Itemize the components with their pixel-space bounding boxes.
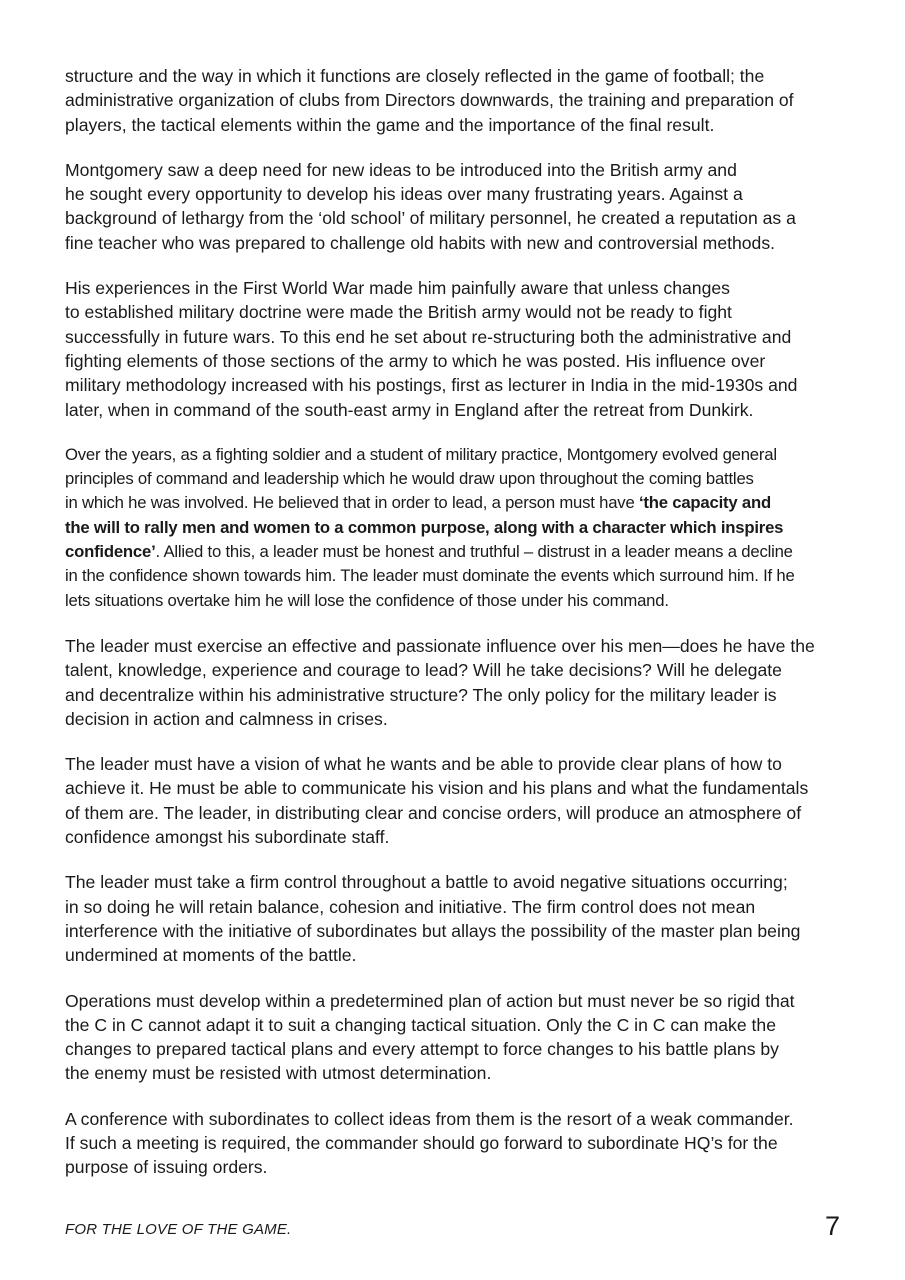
footer-title: FOR THE LOVE OF THE GAME.: [65, 1221, 292, 1238]
paragraph-new-ideas: Montgomery saw a deep need for new ideas to be introduced into the British army and he sought every opportunity to develop his ideas over many frustrating years. Against a background of lethargy from the ‘old school’ of military personnel, he created a reputation as a fine teacher who was prepared to challenge old habits with new and controversial methods.: [65, 159, 796, 253]
leadership-text-after: . Allied to this, a leader must be honest and truthful – distrust in a leader means a decline in the confidence shown towards him. The leader must dominate the events which surround him. If he lets situations overtake him he will lose the confidence of those under his command.: [65, 542, 795, 610]
paragraph-conference: A conference with subordinates to collect ideas from them is the resort of a weak commander. If such a meeting is required, the commander should go forward to subordinate HQ’s for the purpose of issuing orders.: [65, 1108, 794, 1178]
body-text: [65, 64, 855, 1201]
paragraph-influence: The leader must exercise an effective and passionate influence over his men—does he have the talent, knowledge, experience and courage to lead? Will he take decisions? Will he delegate and decentralize within his administrative structure? The only policy for the military leader is decision in action and calmness in crises.: [65, 635, 815, 729]
leadership-quote: ‘the capacity and the will to rally men and women to a common purpose, along with a character which inspires confidence’: [65, 493, 784, 562]
leadership-text-before: Over the years, as a fighting soldier and a student of military practice, Montgomery evolved general principles of command and leadership which he would draw upon throughout the coming battles in which he was involved. He believed that in order to lead, a person must have: [65, 444, 777, 513]
paragraph-first-world-war: His experiences in the First World War made him painfully aware that unless changes to established military doctrine were made the British army would not be ready to fight successfully in future wars. To this end he set about re-structuring both the administrative and fighting elements of those sections of the army to which he was posted. His influence over military methodology increased with his postings, first as lecturer in India in the mid-1930s and later, when in command of the south-east army in England after the retreat from Dunkirk.: [65, 278, 798, 420]
paragraph-intro: structure and the way in which it functions are closely reflected in the game of football; the administrative organization of clubs from Directors downwards, the training and preparation of players, the tactical elements within the game and the importance of the final result.: [65, 66, 794, 135]
paragraph-operations: Operations must develop within a predetermined plan of action but must never be so rigid that the C in C cannot adapt it to suit a changing tactical situation. Only the C in C can make the changes to prepared tactical plans and every attempt to force changes to his battle plans by the enemy must be resisted with utmost determination.: [65, 990, 795, 1084]
page-number: 7: [824, 1211, 840, 1241]
paragraph-leadership: [65, 443, 855, 613]
paragraph-vision: The leader must have a vision of what he wants and be able to provide clear plans of how to achieve it. He must be able to communicate his vision and his plans and what the fundamentals of them are. The leader, in distributing clear and concise orders, will produce an atmosphere of confidence amongst his subordinate staff.: [65, 754, 809, 848]
paragraph-firm-control: The leader must take a firm control throughout a battle to avoid negative situations occurring; in so doing he will retain balance, cohesion and initiative. The firm control does not mean interference with the initiative of subordinates but allays the possibility of the master plan being undermined at moments of the battle.: [65, 872, 801, 966]
